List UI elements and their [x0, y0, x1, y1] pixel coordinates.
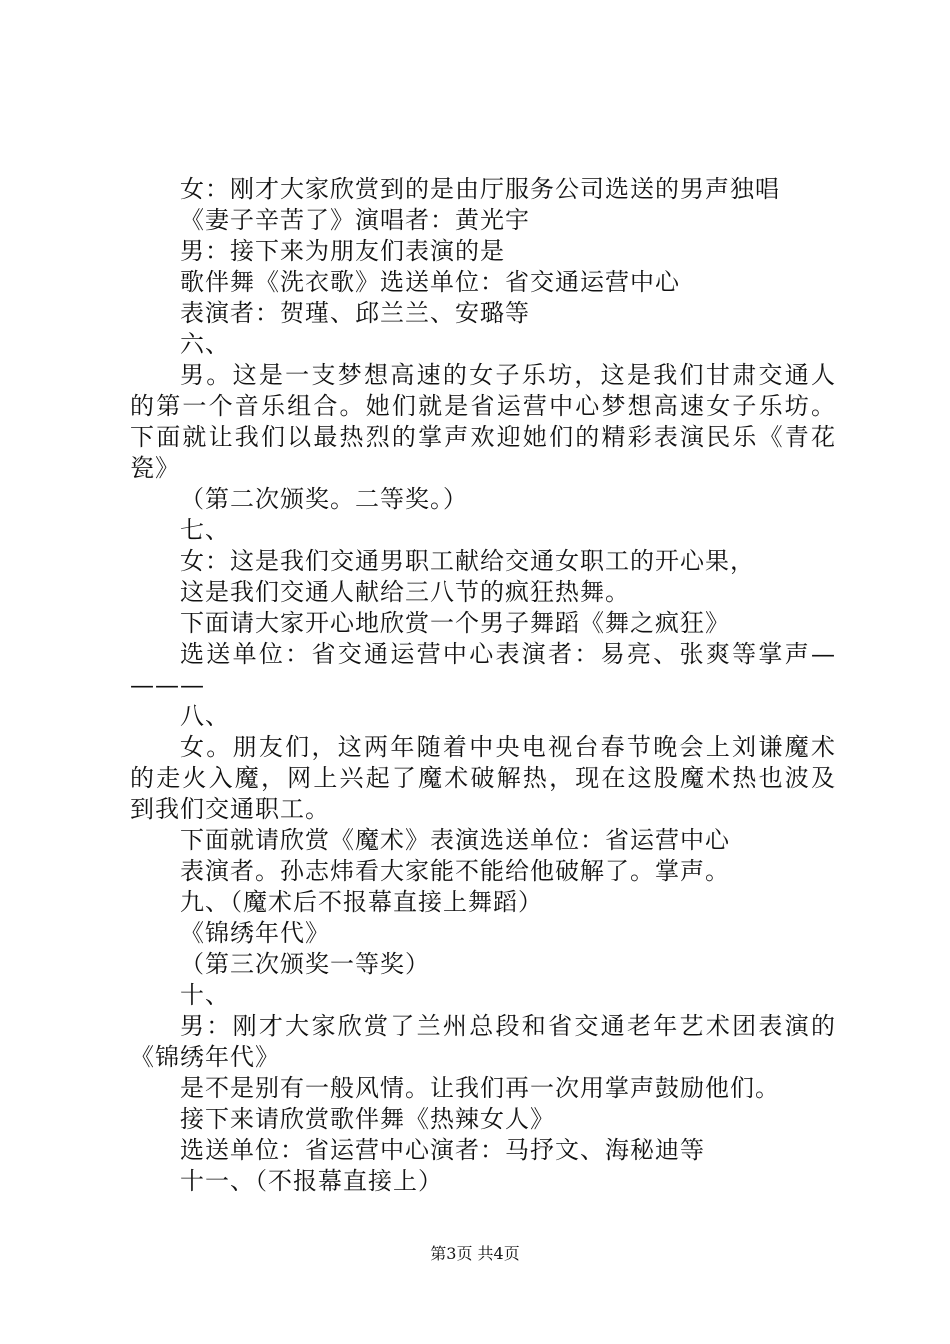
text-line: 女：这是我们交通男职工献给交通女职工的开心果，	[180, 547, 755, 575]
page-number-footer: 第3页 共4页	[430, 1244, 520, 1263]
text-line: 下面请大家开心地欣赏一个男子舞蹈《舞之疯狂》	[180, 609, 730, 637]
text-line: 表演者：贺瑾、邱兰兰、安璐等	[180, 299, 530, 327]
text-line: 女：刚才大家欣赏到的是由厅服务公司选送的男声独唱	[180, 175, 780, 203]
text-line: 女。朋友们，这两年随着中央电视台春节晚会上刘谦魔术	[180, 733, 835, 761]
text-line: 《锦绣年代》	[180, 919, 330, 947]
text-line: 选送单位：省交通运营中心表演者：易亮、张爽等掌声—	[180, 640, 835, 668]
text-line: 的第一个音乐组合。她们就是省运营中心梦想高速女子乐坊。	[130, 392, 835, 420]
text-line: 瓷》	[130, 454, 180, 482]
section-heading: 十一、（不报幕直接上）	[180, 1167, 443, 1195]
text-line: 下面就让我们以最热烈的掌声欢迎她们的精彩表演民乐《青花	[130, 423, 835, 451]
section-heading: 六、	[180, 330, 230, 358]
document-body	[130, 174, 835, 1197]
text-line: 男：接下来为朋友们表演的是	[180, 237, 505, 265]
text-line: 《妻子辛苦了》演唱者：黄光宇	[180, 206, 530, 234]
text-line: 选送单位：省运营中心演者：马抒文、海秘迪等	[180, 1136, 705, 1164]
text-line: 到我们交通职工。	[130, 795, 330, 823]
section-heading: 八、	[180, 702, 230, 730]
text-line: （第二次颁奖。二等奖。）	[180, 485, 468, 513]
text-line: 是不是别有一般风情。让我们再一次用掌声鼓励他们。	[180, 1074, 780, 1102]
text-line: ———	[130, 671, 205, 699]
text-line: （第三次颁奖一等奖）	[180, 950, 430, 978]
text-line: 表演者。孙志炜看大家能不能给他破解了。掌声。	[180, 857, 730, 885]
section-heading: 七、	[180, 516, 230, 544]
text-line: 下面就请欣赏《魔术》表演选送单位：省运营中心	[180, 826, 730, 854]
text-line: 《锦绣年代》	[130, 1043, 280, 1071]
text-line: 这是我们交通人献给三八节的疯狂热舞。	[180, 578, 630, 606]
text-line: 男。这是一支梦想高速的女子乐坊，这是我们甘肃交通人	[180, 361, 835, 389]
text-line: 歌伴舞《洗衣歌》选送单位：省交通运营中心	[180, 268, 680, 296]
text-line: 男：刚才大家欣赏了兰州总段和省交通老年艺术团表演的	[180, 1012, 835, 1040]
section-heading: 九、（魔术后不报幕直接上舞蹈）	[180, 888, 543, 916]
text-line: 接下来请欣赏歌伴舞《热辣女人》	[180, 1105, 555, 1133]
section-heading: 十、	[180, 981, 230, 1009]
text-line: 的走火入魔，网上兴起了魔术破解热，现在这股魔术热也波及	[130, 764, 835, 792]
